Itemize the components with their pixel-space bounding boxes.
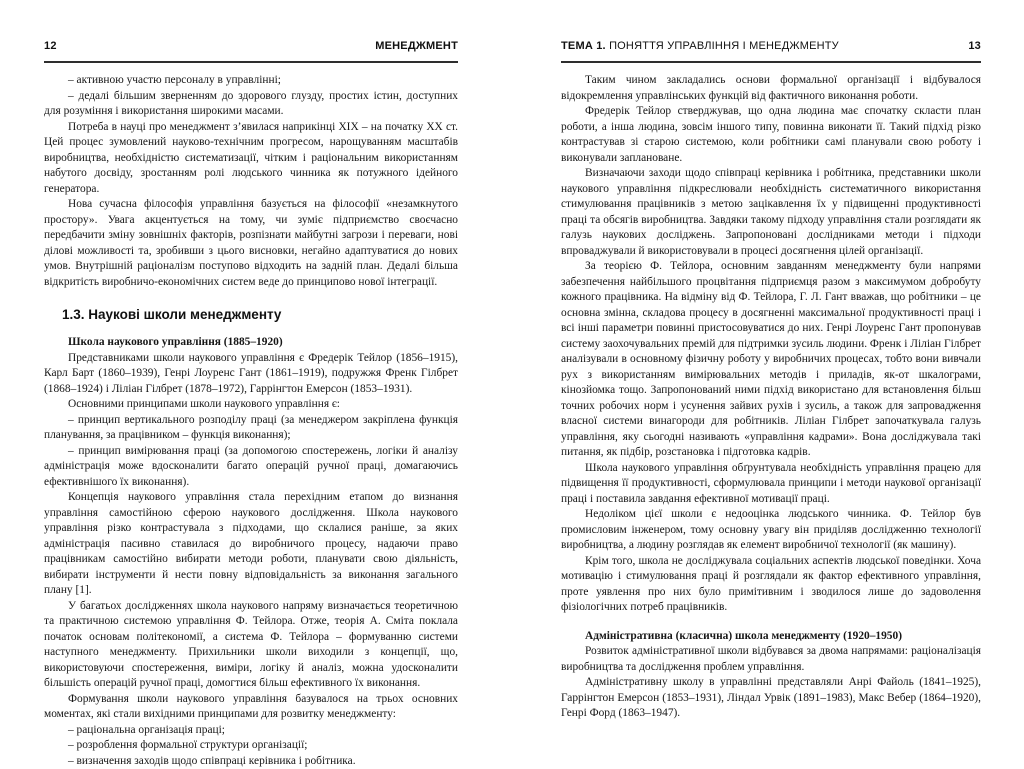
paragraph: Представниками школи наукового управління є Фредерік Тейлор (1856–1915), Карл Барт (1860–1939), Генрі Лоуренс Гант (1861–1919), подружжя Френк Гілбрет (1868–1924) і Ліліан Гілбрет (1878–1972), Гаррінгтон Емерсон (1853–1931). [44, 351, 458, 398]
paragraph: Адміністративну школу в управлінні представляли Анрі Файоль (1841–1925), Гаррінгтон Емерсон (1853–1931), Ліндал Урвік (1891–1983), Макс Вебер (1864–1920), Генрі Форд (1863–1947). [561, 675, 981, 722]
paragraph: Концепція наукового управління стала перехідним етапом до визнання управління самостійною сферою наукового дослідження. Школа наукового управління різко контрастувала з підходами, що склалися раніше, за яких адміністрація пасивно ставилася до виробничого процесу, надаючи право працівникам самостійно вибирати методи роботи, планувати свою діяльність, вибирати інструменти й нести повну відповідальність за виконання загального плану [1]. [44, 490, 458, 599]
running-head-left [44, 40, 458, 63]
paragraph: Школа наукового управління обґрунтувала необхідність управління працею для підвищення її продуктивності, сформулювала принципи і методи наукової організації праці і поставила завдання ефективної мотивації праці. [561, 461, 981, 508]
paragraph: Недоліком цієї школи є недооцінка людського чинника. Ф. Тейлор був промисловим інженером, тому основну увагу він приділяв дослідженню технології виробництва, а людину розглядав як елемент виробничої технології (як машину). [561, 507, 981, 554]
paragraph: За теорією Ф. Тейлора, основним завданням менеджменту були напрями забезпечення найбільшого процвітання підприємця разом з максимумом добробуту кожного працівника. На відміну від Ф. Тейлора, Г. Л. Гант вважав, що робітники – це основна змінна, складова процесу в досягненні максимальної продуктивності праці і всі інші параметри повинні пристосовуватися до них. Генрі Лоуренс Гант пропонував систему заохочувальних премій для підтримки зусиль людини. Френк і Ліліан Гілбрет аналізували в основному фізичну роботу у виробничих процесах, тобто вони вивчали рух з використанням вимірювальних методів і приладів, як-от шкалограми, кінозйомка тощо. Запропонований ними підхід використано для встановлення більш точних робочих норм і усунення зайвих рухів і зусиль, а також для запровадження власної системи винагороди для робітників. Ліліан Гілбрет започаткувала галузь управління, яку сьогодні називають «управління кадрами». Вона досліджувала такі питання, як підбір, розстановка і підготовка кадрів. [561, 259, 981, 461]
paragraph: Фредерік Тейлор стверджував, що одна людина має спочатку скласти план роботи, а інша людина, зовсім іншого типу, повинна виконати її. Такий підхід різко контрастував зі старою системою, коли робітники самі планували свою роботу і виконували заплановане. [561, 104, 981, 166]
paragraph: – активною участю персоналу в управлінні; [44, 73, 458, 89]
paragraph: Потреба в науці про менеджмент з’явилася наприкінці XIX – на початку XX ст. Цей процес зумовлений науково-технічним прогресом, нарощуванням масштабів виробництва, необхідністю систематизації, чітким і раціональним використанням набутого досвіду, зростанням ролі людського чинника як потужного ідейного генератора. [44, 120, 458, 198]
paragraph: – розроблення формальної структури організації; [44, 738, 458, 754]
running-head-right [561, 40, 981, 63]
paragraph: Таким чином закладались основи формальної організації і відбувалося відокремлення управлінських функцій від фактичного виконання роботи. [561, 73, 981, 104]
paragraph: Крім того, школа не досліджувала соціальних аспектів людської поведінки. Хоча мотивацію і стимулювання праці й розглядали як фактор ефективного управління, проте уявлення про них було примітивним і зводилося лише до задоволення фізіологічних потреб працівників. [561, 554, 981, 616]
page-number-left: 12 [44, 40, 57, 52]
page-number-right: 13 [968, 40, 981, 52]
paragraph: – раціональна організація праці; [44, 723, 458, 739]
running-title-left: МЕНЕДЖМЕНТ [375, 40, 458, 52]
chapter-heading [561, 40, 839, 52]
paragraph: У багатьох дослідженнях школа наукового напряму визначається теоретичною та практичною системою управління Ф. Тейлора. Отже, теорія А. Сміта поклала початок основам політекономії, а система Ф. Тейлора – формуванню системи наступного менеджменту. Прихильники школи виходили з концепції, що, використовуючи спостереження, виміри, логіку й аналіз, можна удосконалити більшість операцій ручної праці, домогтися більш ефективного їх виконання. [44, 599, 458, 692]
paragraph: – визначення заходів щодо співпраці керівника і робітника. [44, 754, 458, 769]
chapter-label: ТЕМА 1. [561, 40, 606, 52]
page-left [44, 0, 458, 723]
paragraph: – дедалі більшим зверненням до здорового глузду, простих істин, доступних для розуміння і використання широкими масами. [44, 89, 458, 120]
paragraph: Розвиток адміністративної школи відбувався за двома напрямами: раціоналізація виробництва та дослідження проблем управління. [561, 644, 981, 675]
sub-heading: Школа наукового управління (1885–1920) [44, 335, 458, 351]
paragraph: Визначаючи заходи щодо співпраці керівника і робітника, представники школи наукового управління підкреслювали необхідність систематичного використання стимулювання працівників з метою зацікавлення їх у підвищенні продуктивності праці та обсягів виробництва. Завдяки такому підходу управління стали розглядати як галузь наукових досліджень. Запропоновані дослідниками методи і підходи впроваджували й використовували в процесі досягнення цілей організації. [561, 166, 981, 259]
chapter-title: ПОНЯТТЯ УПРАВЛІННЯ І МЕНЕДЖМЕНТУ [609, 40, 839, 52]
page-left-body [44, 73, 458, 769]
paragraph: Основними принципами школи наукового управління є: [44, 397, 458, 413]
section-heading: 1.3. Наукові школи менеджменту [44, 307, 458, 322]
paragraph: – принцип вимірювання праці (за допомогою спостережень, логіки й аналізу адміністрація може вдосконалити багато операцій ручної праці, домагаючись ефективнішого їх виконання). [44, 444, 458, 491]
paragraph: Нова сучасна філософія управління базується на філософії «незамкнутого простору». Увага акцентується на тому, чи зуміє підприємство своєчасно передбачити зміну зовнішніх факторів, розпізнати майбутні загрози і переваги, нові ділові можливості та, зробивши з цього висновки, негайно адаптуватися до нових умов. Внутрішній раціоналізм поступово відходить на задній план. Дедалі більша відкритість виробничо-економічних систем веде до принципово нової інтеграції. [44, 197, 458, 290]
page-right [561, 0, 981, 723]
page-right-body [561, 73, 981, 722]
paragraph: – принцип вертикального розподілу праці (за менеджером закріплена функція планування, за працівником – функція виконання); [44, 413, 458, 444]
paragraph: Формування школи наукового управління базувалося на трьох основних моментах, які стали вихідними принципами для розвитку менеджменту: [44, 692, 458, 723]
sub-heading: Адміністративна (класична) школа менеджменту (1920–1950) [561, 629, 981, 645]
